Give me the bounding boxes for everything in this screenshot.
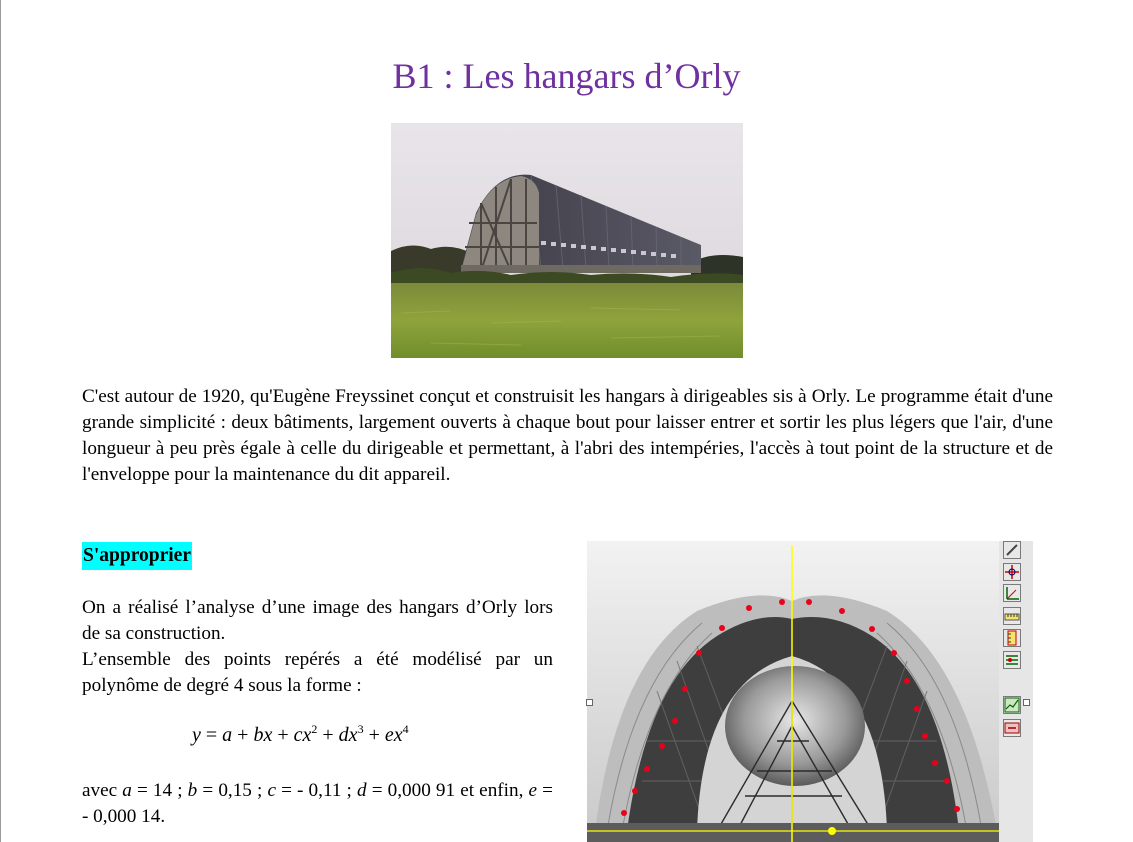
page-left-border: [0, 0, 1, 842]
coefficients-paragraph: avec a = 14 ; b = 0,15 ; c = - 0,11 ; d = 0,000 91 et enfin, e = - 0,000 14.: [82, 780, 553, 827]
intro-paragraph: C'est autour de 1920, qu'Eugène Freyssinet conçut et construisit les hangars à dirigeables sis à Orly. Le programme était d'une grande simplicité : deux bâtiments, largement ouverts à chaque bout pour laisser entrer et sortir les plus légers que l'air, d'une longueur à peu près égale à celle du dirigeable et permettant, à l'abri des intempéries, l'accès à tout point de la structure et de l'enveloppe pour la maintenance du dit appareil.: [82, 386, 1053, 485]
page-title: B1 : Les hangars d’Orly: [392, 56, 741, 96]
export-icon[interactable]: [1003, 719, 1021, 737]
points-list-icon[interactable]: [1003, 651, 1021, 669]
section-label-sapproprier: S'approprier: [82, 542, 192, 570]
pencil-icon[interactable]: [1003, 541, 1021, 559]
hangar-construction-analysis: [587, 541, 1033, 842]
scale-icon[interactable]: [1003, 629, 1021, 647]
resize-handle-left[interactable]: [586, 699, 593, 706]
hangar-photo: [391, 123, 743, 358]
ruler-icon[interactable]: [1003, 607, 1021, 625]
polynomial-formula: y = a + bx + $cx^2 + dx^3 + ex^4$: [192, 722, 409, 746]
analysis-paragraph: On a réalisé l’analyse d’une image des hangars d’Orly lors de sa construction.: [82, 597, 553, 644]
resize-handle-right[interactable]: [1023, 699, 1030, 706]
axes-icon[interactable]: [1003, 584, 1021, 602]
model-paragraph: L’ensemble des points repérés a été modélisé par un polynôme de degré 4 sous la forme :: [82, 649, 553, 696]
graph-icon[interactable]: [1003, 696, 1021, 714]
crosshair-icon[interactable]: [1003, 563, 1021, 581]
